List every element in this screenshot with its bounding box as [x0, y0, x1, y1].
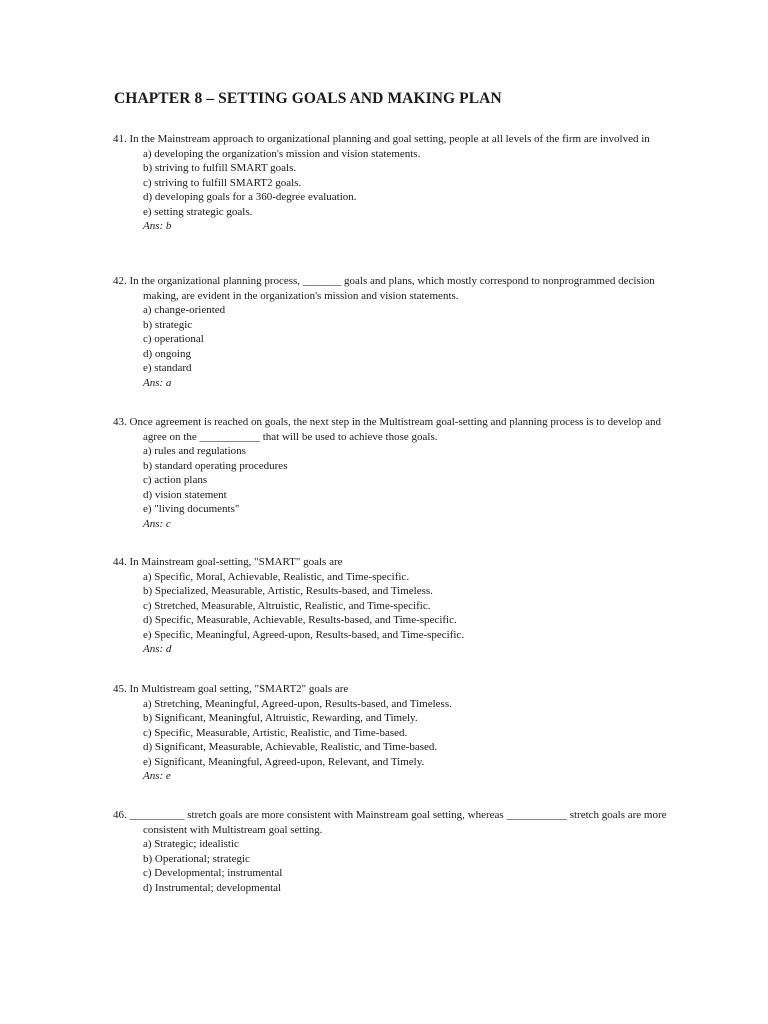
option-e: e) setting strategic goals. [143, 205, 253, 218]
option-d: d) Significant, Measurable, Achievable, Realistic, and Time-based. [143, 741, 438, 753]
option-e: e) "living documents" [143, 503, 240, 515]
option-c: c) Specific, Measurable, Artistic, Realistic, and Time-based. [143, 726, 408, 739]
option-c: c) Developmental; instrumental [143, 867, 283, 879]
question-45 [113, 682, 673, 784]
option-list [113, 837, 673, 895]
option-a: a) rules and regulations [143, 445, 246, 457]
answer: Ans: b [143, 220, 172, 232]
option-d: d) vision statement [143, 488, 227, 501]
question-stem: 44. In Mainstream goal-setting, "SMART" goals are [113, 556, 343, 568]
answer: Ans: e [143, 770, 171, 782]
answer: Ans: a [143, 376, 172, 389]
option-list [113, 444, 673, 517]
answer: Ans: c [143, 517, 171, 530]
option-list [113, 303, 673, 376]
question-41 [113, 132, 673, 234]
question-stem: 41. In the Mainstream approach to organizational planning and goal setting, people at all levels of the firm are involved in [113, 133, 650, 145]
option-c: c) Stretched, Measurable, Altruistic, Realistic, and Time-specific. [143, 599, 431, 612]
option-b: b) Specialized, Measurable, Artistic, Results-based, and Timeless. [143, 585, 433, 597]
question-46 [113, 808, 673, 895]
question-stem: 45. In Multistream goal setting, "SMART2" goals are [113, 683, 349, 695]
option-c: c) operational [143, 333, 204, 345]
answer: Ans: d [143, 643, 172, 655]
option-a: a) Specific, Moral, Achievable, Realistic, and Time-specific. [143, 570, 410, 583]
option-c: c) striving to fulfill SMART2 goals. [143, 176, 302, 189]
option-b: b) standard operating procedures [143, 459, 288, 472]
option-d: d) ongoing [143, 347, 191, 360]
option-e: e) standard [143, 362, 192, 374]
option-e: e) Specific, Meaningful, Agreed-upon, Results-based, and Time-specific. [143, 628, 465, 641]
option-a: a) developing the organization's mission and vision statements. [143, 147, 421, 160]
option-e: e) Significant, Meaningful, Agreed-upon, Relevant, and Timely. [143, 755, 425, 768]
option-b: b) Significant, Meaningful, Altruistic, Rewarding, and Timely. [143, 712, 418, 724]
question-stem: 46. __________ stretch goals are more consistent with Mainstream goal setting, whereas ___________ stretch goals are more consistent with Multistream goal setting. [113, 809, 667, 836]
option-c: c) action plans [143, 474, 208, 486]
option-a: a) Strategic; idealistic [143, 838, 239, 850]
option-d: d) Instrumental; developmental [143, 881, 282, 894]
question-stem: 42. In the organizational planning process, _______ goals and plans, which mostly correspond to nonprogrammed decision making, are evident in the organization's mission and vision statements. [113, 275, 655, 302]
option-list [113, 697, 673, 770]
option-d: d) Specific, Measurable, Achievable, Results-based, and Time-specific. [143, 614, 457, 626]
option-list [113, 147, 673, 220]
option-a: a) change-oriented [143, 304, 226, 316]
question-43 [113, 415, 673, 531]
question-stem: 43. Once agreement is reached on goals, the next step in the Multistream goal-setting and planning process is to develop and agree on the ___________ that will be used to achieve those goals. [113, 416, 662, 443]
option-b: b) striving to fulfill SMART goals. [143, 162, 297, 174]
question-44 [113, 555, 673, 657]
option-b: b) Operational; strategic [143, 852, 250, 865]
chapter-title: CHAPTER 8 – SETTING GOALS AND MAKING PLAN [114, 90, 502, 107]
option-d: d) developing goals for a 360-degree evaluation. [143, 191, 357, 203]
option-b: b) strategic [143, 318, 193, 331]
option-a: a) Stretching, Meaningful, Agreed-upon, Results-based, and Timeless. [143, 697, 452, 710]
question-42 [113, 274, 673, 390]
option-list [113, 570, 673, 643]
